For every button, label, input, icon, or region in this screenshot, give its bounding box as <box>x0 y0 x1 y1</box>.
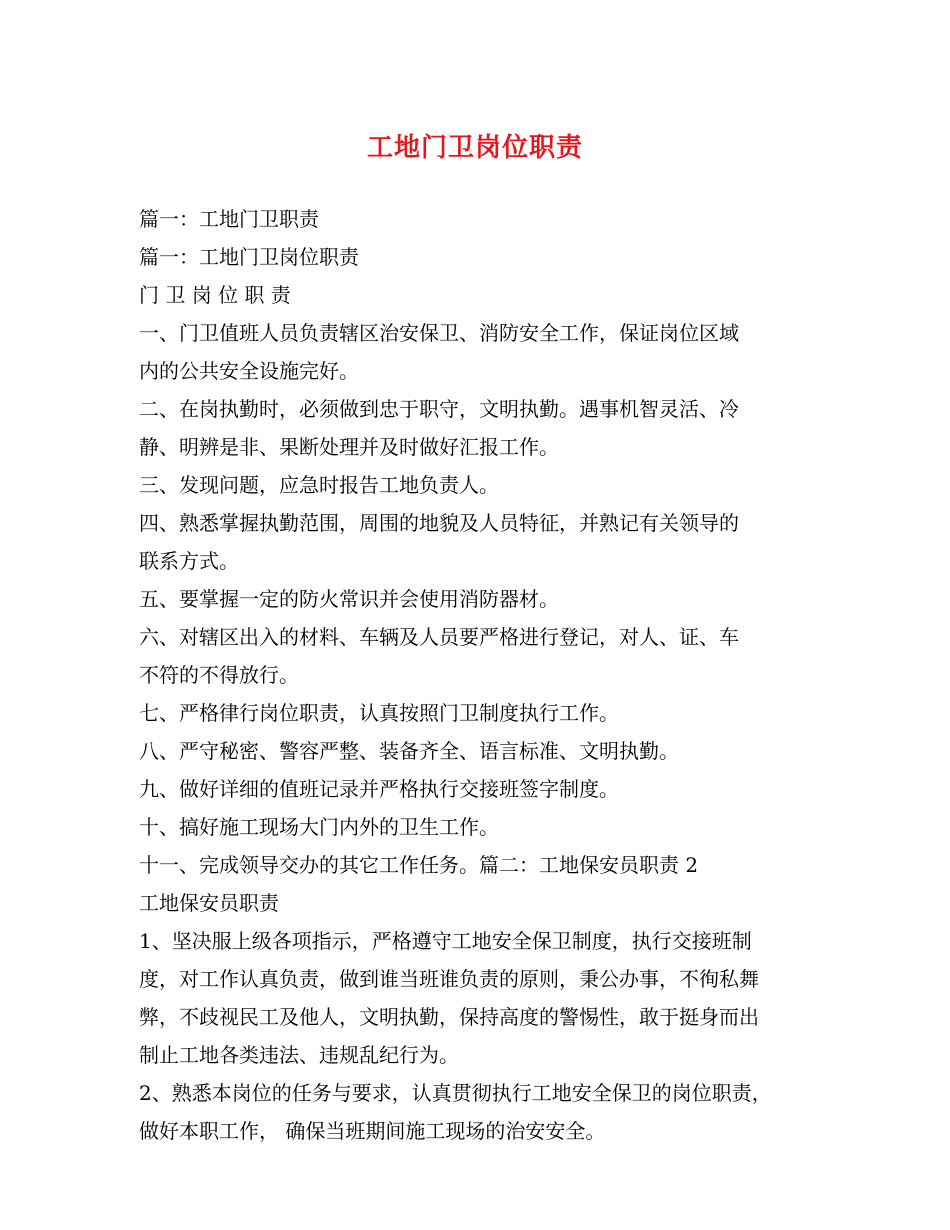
document-body <box>139 200 819 1150</box>
body-line: 一、门卫值班人员负责辖区治安保卫、消防安全工作，保证岗位区域 <box>139 321 739 345</box>
body-line: 九、做好详细的值班记录并严格执行交接班签字制度。 <box>139 777 619 801</box>
body-line: 十、搞好施工现场大门内外的卫生工作。 <box>139 815 499 839</box>
body-line: 十一、完成领导交办的其它工作任务。篇二：工地保安员职责 2 <box>139 853 699 877</box>
body-line: 联系方式。 <box>139 549 239 573</box>
body-line: 三、发现问题，应急时报告工地负责人。 <box>139 473 499 497</box>
body-line: 工地保安员职责 <box>139 891 279 915</box>
body-line: 内的公共安全设施完好。 <box>139 359 359 383</box>
body-line: 六、对辖区出入的材料、车辆及人员要严格进行登记，对人、证、车 <box>139 625 739 649</box>
body-line: 五、要掌握一定的防火常识并会使用消防器材。 <box>139 587 559 611</box>
body-line: 2、熟悉本岗位的任务与要求，认真贯彻执行工地安全保卫的岗位职责， <box>139 1081 772 1105</box>
document-title: 工地门卫岗位职责 <box>366 133 583 163</box>
body-line: 七、严格律行岗位职责，认真按照门卫制度执行工作。 <box>139 701 619 725</box>
body-line: 弊，不歧视民工及他人，文明执勤，保持高度的警惕性，敢于挺身而出 <box>139 1005 759 1029</box>
body-line: 做好本职工作， 确保当班期间施工现场的治安安全。 <box>139 1119 606 1143</box>
body-line: 不符的不得放行。 <box>139 663 299 687</box>
body-line: 篇一：工地门卫职责 <box>139 207 319 231</box>
body-line: 门 卫 岗 位 职 责 <box>139 283 291 307</box>
body-line: 二、在岗执勤时，必须做到忠于职守，文明执勤。遇事机智灵活、冷 <box>139 397 739 421</box>
body-line: 1、坚决服上级各项指示，严格遵守工地安全保卫制度，执行交接班制 <box>139 929 752 953</box>
body-line: 四、熟悉掌握执勤范围，周围的地貌及人员特征，并熟记有关领导的 <box>139 511 739 535</box>
body-line: 制止工地各类违法、违规乱纪行为。 <box>139 1043 459 1067</box>
body-line: 度，对工作认真负责，做到谁当班谁负责的原则，秉公办事，不徇私舞 <box>139 967 759 991</box>
body-line: 静、明辨是非、果断处理并及时做好汇报工作。 <box>139 435 559 459</box>
body-line: 八、严守秘密、警容严整、装备齐全、语言标准、文明执勤。 <box>139 739 679 763</box>
body-line: 篇一：工地门卫岗位职责 <box>139 245 359 269</box>
